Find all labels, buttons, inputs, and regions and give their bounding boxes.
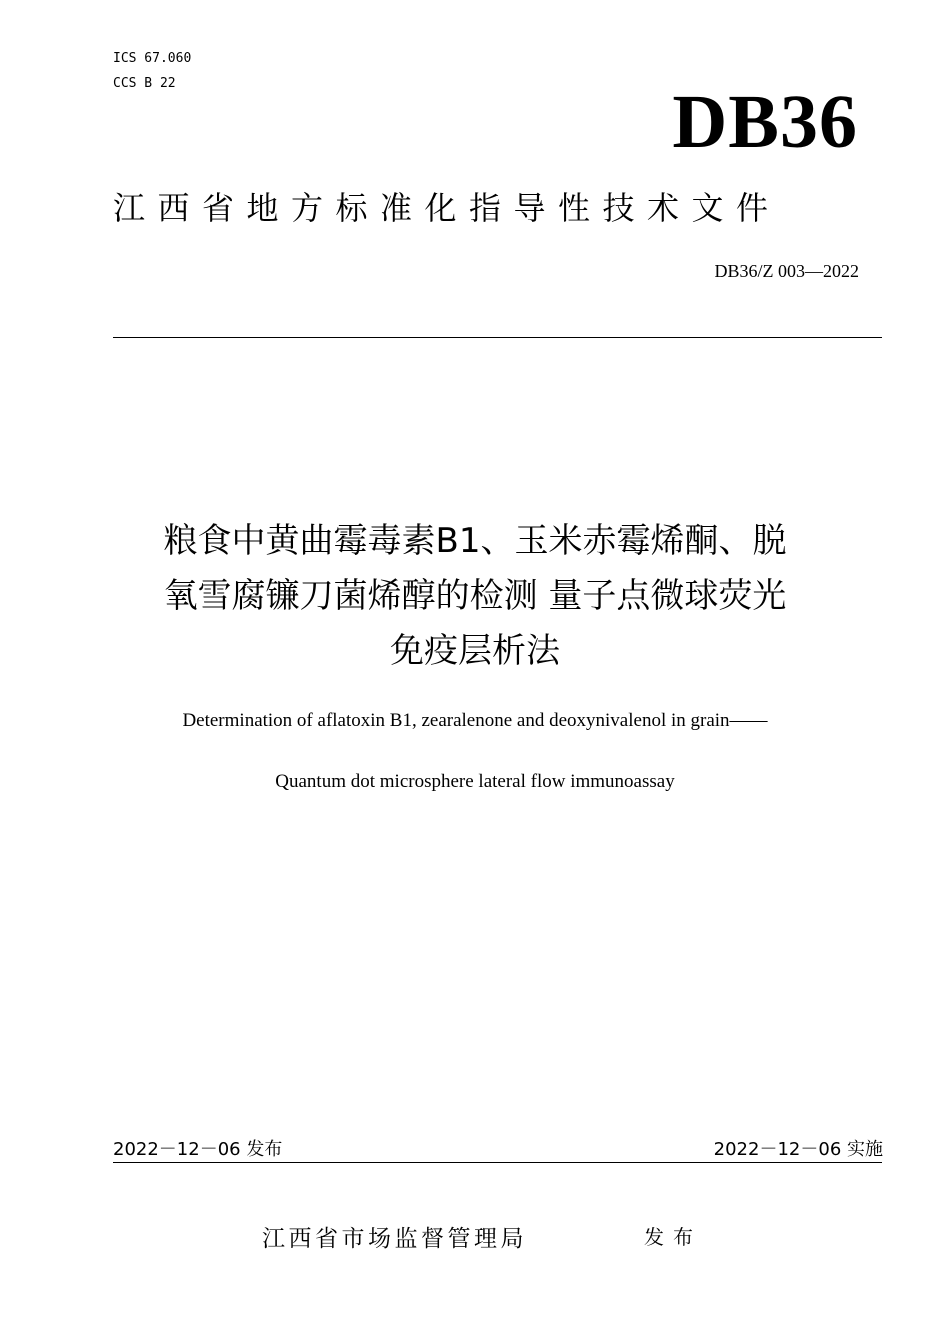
chinese-title: [60, 514, 890, 679]
chinese-title-line-1: 粮食中黄曲霉毒素B1、玉米赤霉烯酮、脱: [163, 521, 787, 561]
bottom-divider: [113, 1162, 882, 1163]
document-number: DB36/Z 003—2022: [714, 261, 859, 281]
standard-code: DB36: [672, 80, 858, 164]
implementation-date: 2022－12－06 实施: [713, 1139, 883, 1160]
chinese-title-line-2: 氧雪腐镰刀菌烯醇的检测 量子点微球荧光: [163, 576, 787, 616]
issuing-authority: 江西省市场监督管理局: [262, 1226, 527, 1252]
ics-code: ICS 67.060: [113, 51, 192, 66]
ccs-code: CCS B 22: [113, 76, 176, 91]
english-title-line-1: Determination of aflatoxin B1, zearalenone and deoxynivalenol in grain——: [182, 710, 768, 731]
chinese-title-line-3: 免疫层析法: [390, 631, 560, 671]
publish-label: 发布: [644, 1225, 702, 1249]
issue-date: 2022－12－06 发布: [113, 1139, 283, 1160]
top-divider: [113, 337, 882, 338]
document-type: 江西省地方标准化指导性技术文件: [113, 189, 781, 227]
english-title-line-2: Quantum dot microsphere lateral flow immunoassay: [275, 771, 675, 792]
